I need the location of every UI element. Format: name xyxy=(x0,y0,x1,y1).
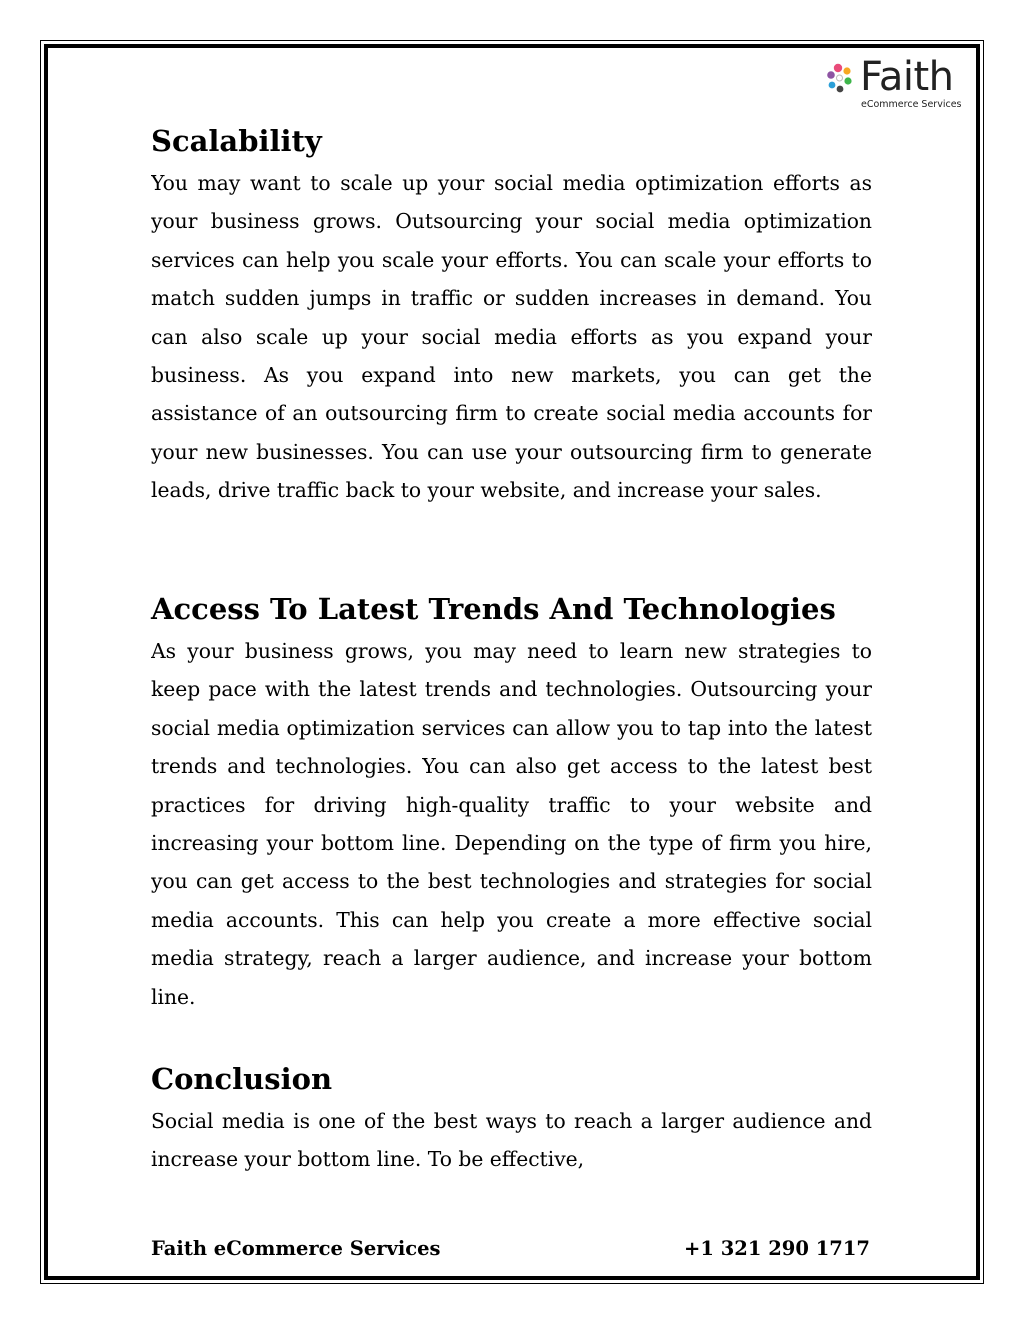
section-scalability xyxy=(151,118,872,566)
footer-company-name: Faith eCommerce Services xyxy=(151,1237,441,1260)
flower-logo-icon xyxy=(826,60,860,100)
logo-subtitle: eCommerce Services xyxy=(861,99,962,110)
section-heading: Scalability xyxy=(151,124,322,158)
section-paragraph: Social media is one of the best ways to reach a larger audience and increase your bottom line. To be effective, xyxy=(151,1109,872,1172)
logo-wordmark: Faith xyxy=(860,54,954,100)
footer-phone-number: +1 321 290 1717 xyxy=(684,1237,870,1260)
section-paragraph: You may want to scale up your social media optimization efforts as your business grows. Outsourcing your social media optimization services can help you scale your efforts. You can scale your efforts to match sudden jumps in traffic or sudden increases in demand. You can also scale up your social media efforts as you expand your business. As you expand into new markets, you can get the assistance of an outsourcing firm to create social media accounts for your new businesses. You can use your outsourcing firm to generate leads, drive traffic back to your website, and increase your sales. xyxy=(151,171,872,503)
document-body xyxy=(151,118,872,1180)
section-heading: Conclusion xyxy=(151,1062,333,1096)
company-logo xyxy=(826,54,966,116)
section-conclusion xyxy=(151,1056,872,1180)
section-trends xyxy=(151,586,872,1034)
section-paragraph: As your business grows, you may need to learn new strategies to keep pace with the latest trends and technologies. Outsourcing your social media optimization services can allow you to tap into the latest trends and technologies. You can also get access to the latest best practices for driving high-quality traffic to your website and increasing your bottom line. Depending on the type of firm you hire, you can get access to the best technologies and strategies for social media accounts. This can help you create a more effective social media strategy, reach a larger audience, and increase your bottom line. xyxy=(151,639,872,1009)
section-heading: Access To Latest Trends And Technologies xyxy=(151,592,836,626)
